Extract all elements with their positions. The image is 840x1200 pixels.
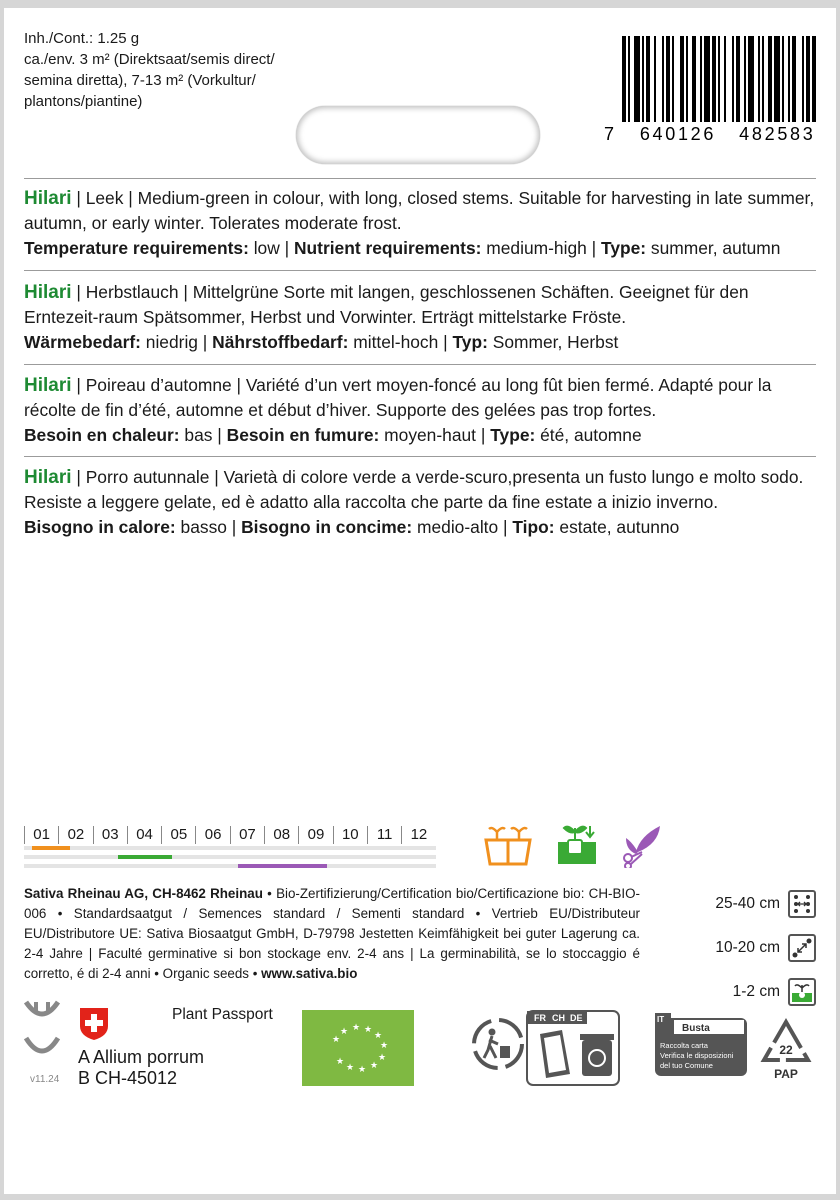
description-text: | Porro autunnale | Varietà di colore verde a verde-scuro,presenta un fusto lungo e molto sodo. Resiste a leggere gelate, ed è adatto alla raccolta che parte da fine estate a inizio inverno. bbox=[24, 467, 804, 512]
barcode-bar bbox=[774, 36, 780, 122]
tray-seedlings-icon bbox=[484, 822, 532, 868]
barcode-bar bbox=[700, 36, 702, 122]
barcode-bar bbox=[806, 36, 810, 122]
description-text: | Herbstlauch | Mittelgrüne Sorte mit langen, geschlossenen Schäften. Geeignet für den Erntezeit-raum Spätsommer, Herbst und Vorwinter. Erträgt mittelstarke Fröste. bbox=[24, 282, 749, 327]
barcode-bar bbox=[662, 36, 664, 122]
plant-spacing-value: 10-20 cm bbox=[715, 939, 780, 956]
value-temperature: basso | bbox=[175, 517, 242, 537]
variety-name: Hilari bbox=[24, 188, 72, 209]
barcode-bar bbox=[736, 36, 740, 122]
sowing-depth-icon bbox=[788, 978, 816, 1006]
variety-name: Hilari bbox=[24, 282, 72, 303]
row-spacing-value: 25-40 cm bbox=[715, 895, 780, 912]
harvest-scissors-icon bbox=[622, 822, 668, 868]
variety-name: Hilari bbox=[24, 467, 72, 488]
contents-line: Inh./Cont.: 1.25 g bbox=[24, 30, 140, 47]
contents-line: ca./env. 3 m² (Direktsaat/semis direct/ bbox=[24, 51, 275, 68]
pap-recycle-icon bbox=[758, 1018, 814, 1084]
value-type: Sommer, Herbst bbox=[487, 332, 619, 352]
eu-star-icon: ★ bbox=[335, 1057, 345, 1067]
label-temperature: Wärmebedarf: bbox=[24, 332, 141, 352]
transplant-icon bbox=[554, 822, 600, 868]
italy-paper-collection-icon bbox=[654, 1012, 748, 1078]
barcode-bar bbox=[672, 36, 674, 122]
month-label: 11 bbox=[367, 826, 401, 844]
spec-plant-spacing bbox=[715, 934, 816, 962]
material-code: PAP bbox=[774, 1067, 798, 1081]
value-type: été, automne bbox=[535, 425, 642, 445]
value-temperature: bas | bbox=[179, 425, 227, 445]
label-type: Typ: bbox=[452, 332, 488, 352]
divider bbox=[24, 364, 816, 365]
barcode-bar bbox=[724, 36, 726, 122]
calendar-bar-sowing bbox=[32, 846, 70, 850]
barcode-bar bbox=[744, 36, 746, 122]
packaging-type-label: Busta bbox=[682, 1023, 710, 1034]
label-temperature: Bisogno in calore: bbox=[24, 517, 176, 537]
eu-star-icon: ★ bbox=[357, 1065, 367, 1075]
description-text: | Poireau d’automne | Variété d’un vert moyen-foncé au long fût bien fermé. Adapté pour la récolte de fin d’été, automne et début d’hiver. Supporte des gelées pas trop fortes. bbox=[24, 375, 772, 420]
barcode-bar bbox=[762, 36, 764, 122]
month-label: 08 bbox=[264, 826, 298, 844]
value-temperature: niedrig | bbox=[140, 332, 213, 352]
month-label: 10 bbox=[333, 826, 367, 844]
barcode-bar bbox=[812, 36, 816, 122]
value-nutrient: medium-high | bbox=[481, 238, 601, 258]
eu-organic-leaf-icon bbox=[302, 1010, 414, 1086]
divider bbox=[24, 270, 816, 271]
description-de bbox=[24, 280, 816, 355]
label-nutrient: Besoin en fumure: bbox=[226, 425, 380, 445]
barcode bbox=[604, 36, 818, 146]
contents-info bbox=[24, 28, 304, 112]
label-nutrient: Nutrient requirements: bbox=[293, 238, 482, 258]
row-spacing-icon bbox=[788, 890, 816, 918]
value-type: estate, autunno bbox=[554, 517, 680, 537]
barcode-bar bbox=[628, 36, 630, 122]
label-temperature: Besoin en chaleur: bbox=[24, 425, 180, 445]
barcode-bar bbox=[686, 36, 688, 122]
calendar-bar-planting bbox=[118, 855, 173, 859]
description-en bbox=[24, 186, 816, 261]
eu-star-icon: ★ bbox=[339, 1027, 349, 1037]
country-label: DE bbox=[570, 1013, 583, 1023]
recycling-note: del tuo Comune bbox=[660, 1061, 713, 1070]
version-label: v11.24 bbox=[30, 1074, 60, 1085]
barcode-bar bbox=[802, 36, 804, 122]
spec-row-spacing bbox=[715, 890, 816, 918]
country-label: CH bbox=[552, 1013, 565, 1023]
plant-passport-species: A Allium porrum bbox=[78, 1047, 205, 1067]
barcode-bar bbox=[718, 36, 720, 122]
barcode-bar bbox=[680, 36, 684, 122]
country-label: FR bbox=[534, 1013, 546, 1023]
company-info bbox=[24, 884, 640, 984]
eu-star-icon: ★ bbox=[369, 1061, 379, 1071]
recycling-note: Raccolta carta bbox=[660, 1041, 708, 1050]
value-temperature: low | bbox=[248, 238, 294, 258]
month-label: 04 bbox=[127, 826, 161, 844]
barcode-bar bbox=[768, 36, 772, 122]
variety-name: Hilari bbox=[24, 375, 72, 396]
calendar-months bbox=[24, 826, 436, 844]
barcode-bar bbox=[622, 36, 626, 122]
barcode-bar bbox=[788, 36, 790, 122]
eu-star-icon: ★ bbox=[373, 1031, 383, 1041]
divider bbox=[24, 178, 816, 179]
description-it bbox=[24, 465, 816, 540]
swiss-flag-icon bbox=[78, 1006, 110, 1042]
barcode-bar bbox=[782, 36, 784, 122]
plant-passport-code: B CH-45012 bbox=[78, 1068, 178, 1088]
company-name: Sativa Rheinau AG, CH-8462 Rheinau bbox=[24, 886, 263, 901]
month-label: 06 bbox=[195, 826, 229, 844]
value-type: summer, autumn bbox=[646, 238, 781, 258]
barcode-bar bbox=[654, 36, 656, 122]
hang-slot bbox=[296, 106, 540, 164]
tidyman-recycle-icon bbox=[470, 1016, 526, 1072]
pot-logo-icon bbox=[24, 998, 60, 1068]
recycling-countries-icon bbox=[526, 1010, 620, 1086]
month-label: 01 bbox=[24, 826, 58, 844]
value-nutrient: moyen-haut | bbox=[379, 425, 491, 445]
calendar-track-sow bbox=[24, 846, 436, 850]
contents-line: semina diretta), 7-13 m² (Vorkultur/ bbox=[24, 72, 256, 89]
barcode-bar bbox=[666, 36, 670, 122]
label-type: Tipo: bbox=[512, 517, 555, 537]
value-nutrient: mittel-hoch | bbox=[348, 332, 453, 352]
barcode-bar bbox=[634, 36, 640, 122]
divider bbox=[24, 456, 816, 457]
description-text: | Leek | Medium-green in colour, with long, closed stems. Suitable for harvesting in late summer, autumn, or early winter. Tolerates moderate frost. bbox=[24, 188, 815, 233]
company-text: • Bio-Zertifizierung/Certification bio/Certificazione bio: CH-BIO-006 • Standardsaatgut / Semences standard / Sementi standard • Vertrieb EU/Distributeur EU/Distributore UE: Sativa Biosaatgut GmbH, D-79798 Jestetten Keimfähigkeit bei guter Lagerung ca. 2-4 Jahre | Faculté germinative si bon stockage env. 2-4 ans | La germinabilità, se lo stoccaggio é corretto, é di 2-4 anni • Organic seeds • bbox=[24, 886, 641, 981]
website-link[interactable]: www.sativa.bio bbox=[261, 966, 358, 981]
barcode-bar bbox=[692, 36, 696, 122]
barcode-bar bbox=[642, 36, 644, 122]
barcode-bar bbox=[748, 36, 754, 122]
month-label: 12 bbox=[401, 826, 435, 844]
eu-star-icon: ★ bbox=[331, 1035, 341, 1045]
contents-line: plantons/piantine) bbox=[24, 93, 143, 110]
sowing-depth-value: 1-2 cm bbox=[732, 983, 780, 1000]
label-type: Type: bbox=[600, 238, 647, 258]
recycling-note: Verifica le disposizioni bbox=[660, 1051, 734, 1060]
sowing-calendar bbox=[24, 826, 436, 868]
barcode-bar bbox=[758, 36, 760, 122]
value-nutrient: medio-alto | bbox=[412, 517, 513, 537]
eu-star-icon: ★ bbox=[377, 1053, 387, 1063]
calendar-track-plant bbox=[24, 855, 436, 859]
spec-sowing-depth bbox=[733, 978, 816, 1006]
eu-star-icon: ★ bbox=[351, 1023, 361, 1033]
barcode-bar bbox=[792, 36, 796, 122]
barcode-digits: 7 640126 482583 bbox=[604, 124, 816, 144]
month-label: 07 bbox=[230, 826, 264, 844]
label-temperature: Temperature requirements: bbox=[24, 238, 249, 258]
barcode-bar bbox=[646, 36, 650, 122]
month-label: 09 bbox=[298, 826, 332, 844]
description-fr bbox=[24, 373, 816, 448]
label-nutrient: Bisogno in concime: bbox=[241, 517, 413, 537]
plant-passport-title: Plant Passport bbox=[172, 1006, 273, 1023]
eu-star-icon: ★ bbox=[345, 1063, 355, 1073]
barcode-bars bbox=[604, 36, 818, 122]
resin-code: 22 bbox=[779, 1043, 793, 1057]
country-label: IT bbox=[657, 1015, 665, 1024]
barcode-bar bbox=[732, 36, 734, 122]
month-label: 02 bbox=[58, 826, 92, 844]
barcode-bar bbox=[704, 36, 710, 122]
plant-spacing-icon bbox=[788, 934, 816, 962]
calendar-bar-harvest bbox=[238, 864, 327, 868]
eu-star-icon: ★ bbox=[363, 1025, 373, 1035]
label-type: Type: bbox=[490, 425, 536, 445]
calendar-track-harvest bbox=[24, 864, 436, 868]
barcode-bar bbox=[712, 36, 716, 122]
month-label: 05 bbox=[161, 826, 195, 844]
month-label: 03 bbox=[93, 826, 127, 844]
eu-star-icon: ★ bbox=[379, 1041, 389, 1051]
label-nutrient: Nährstoffbedarf: bbox=[212, 332, 349, 352]
